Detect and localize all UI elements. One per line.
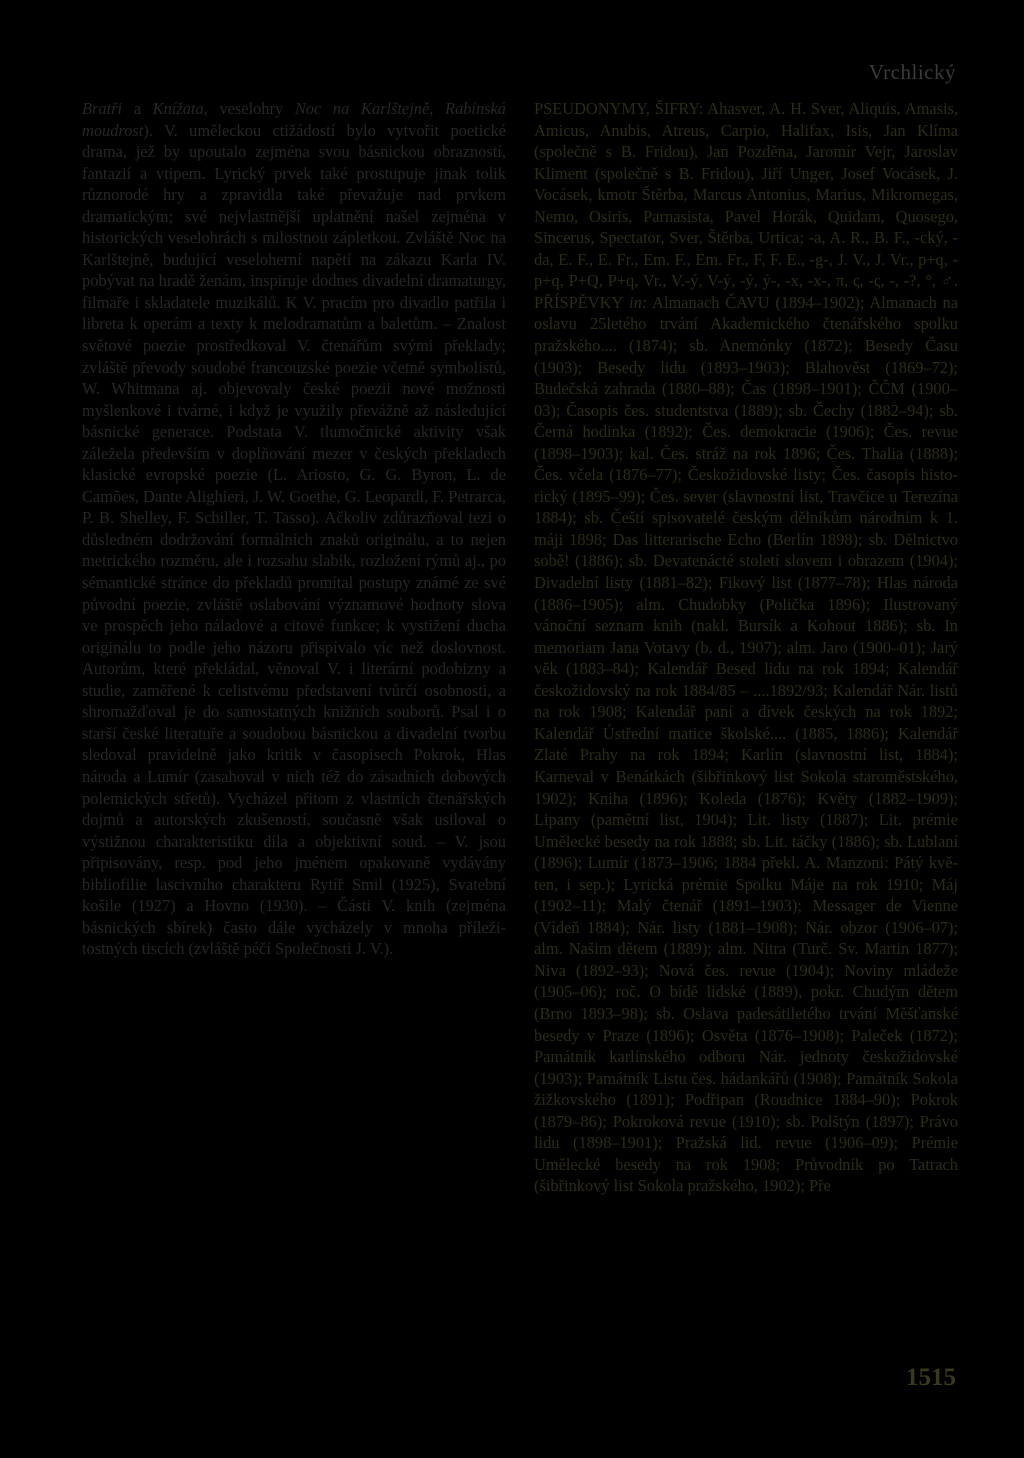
lead-text-2: veselohry bbox=[207, 99, 295, 118]
work-title-2: Knížata, bbox=[152, 99, 208, 118]
contributions-text: Almanach ČAVU (1894–1902); Almanach na oslavu 25letého trvání Akademického čtenářského spolku pražského.... (1874); sb. Anemónky (1872); Besedy Času (1903); Besedy lidu (1893–1903); Blahověst (1869–72); Budečská zahrada (1880–88); Čas (1898–1901); ČČM (1900–03); Časopis čes. studentstva (1889); sb. Čechy (1882–94); sb. Černá hodinka (1892); Čes. demokracie (1906); Čes. revue (1898–1903); kal. Čes. stráž na rok 1896; Čes. Thalia (1888); Čes. včela (1876–77); Českožidovské listy; Čes. časopis historický (1895–99); Čes. sever (slavnostní list, Travčice u Terezína 1884); sb. Čeští spisovatelé českým dělníkům národním k 1. máji 1898; Das litterarische Echo (Berlín 1898); sb. Dělnictvo sobě! (1886); sb. Devatenácté století slovem i obrazem (1904); Divadelní listy (1881–82); Fikový list (1877–78); Hlas národa (1886–1905); alm. Chudobky (Polička 1896); Ilustrovaný vánoční seznam knih (nakl. Bursík a Kohout 1886); sb. In memoriam Jana Votavy (b. d., 1907); alm. Jaro (1900–01); Jarý věk (1883–84); Kalendář Besed lidu na rok 1894; Kalendář českožidovský na rok 1884/85 – ....1892/93; Kalendář Nár. listů na rok 1908; Kalendář paní a dívek českých na rok 1892; Kalendář Ústřední matice školské.... (1885, 1886); Kalendář Zlaté Prahy na rok 1894; Karlín (slavnostní list, 1884); Karneval v Benátkách (šibřinkový list Sokola staroměstského, 1902); Kniha (1896); Koleda (1876); Květy (1882–1909); Lipany (pamětní list, 1904); Lit. listy (1887); Lit. prémie Umělecké besedy na rok 1888; sb. Lit. táčky (1886); sb. Lublaní (1896); Lumír (1873–1906; 1884 překl. A. Manzoni: Pátý květen, i sep.); Lyrická prémie Spolku Máje na rok 1910; Máj (1902–11); Malý čtenář (1891–1903); Messager de Vienne (Vídeň 1884); Nár. listy (1881–1908); Nár. obzor (1906–07); alm. Našim dětem (1889); alm. Nitra (Turč. Sv. Martin 1877); Niva (1892–93); Nová čes. revue (1904); Noviny mládeže (1905–06); roč. O bídě lidské (1889), pokr. Chudým dětem (Brno 1893–98); sb. Oslava padesátiletého trvání Měšťanské besedy v Praze (1896); Osvěta (1876–1908); Paleček (1872); Památník karlínského odboru Nár. jednoty českožidovské (1903); Památník Listu čes. hádankářů (1908); Památník Sokola žižkovského (1891); Podřipan (Roudnice 1884–90); Pokrok (1879–86); Pokroková revue (1910); sb. Polštýn (1897); Právo lidu (1898–1901); Pražská lid. revue (1906–09); Prémie Umělecké besedy na rok 1908; Průvodník po Tatrach (šibřinkový list Sokola pražského, 1902); Pře bbox=[534, 292, 958, 1196]
right-column bbox=[534, 98, 958, 1197]
left-column-body: ). V. uměleckou ctižádostí bylo vytvořit poetické drama, jež by upoutalo zejména svou básnickou obrazností, fantazií a vtipem. Lyrický prvek také prostupuje jinak tolik různorodé hry a zpravidla také převažuje nad prvkem dramatickým; své nejvlastnější uplatnění našel zejména v historických veselohrách s milostnou zápletkou. Zvláště Noc na Karlštejně, budující veseloherní napětí na zákazu Karla IV. pobývat na hradě ženám, inspiruje dodnes divadelní dramaturgy, filmaře i skladatele muzikálů. K V. pracím pro divadlo patřila i libreta k operám a texty k melodramatům a baletům. – Znalost světové poezie prostředkoval V. čtenářům svými překlady; zvláště převody soudobé francouzské poezie včetně symbolistů, W. Whitmana aj. objevovaly české poezii nové možnosti myšlenkové i tvárné, i když je využily převážně až následující básnické generace. Podstata V. tlumočnické aktivity však záležela především v doplňování mezer v českých překladech klasické evropské poezie (L. Ariosto, G. G. Byron, L. de Camões, Dante Alighieri, J. W. Goethe, G. Leopardi, F. Petrarca, P. B. Shelley, F. Schiller, T. Tasso). Ačkoliv zdůrazňoval tezi o důsledném dodržování formálních znaků originálu, a to nejen metrického rozměru, ale i rozsahu slabik, rozložení rýmů aj., po sémantické stránce do překladů promítal postupy známé ze své původní poezie, zvláště oslabování významové hodnoty slova ve prospěch jeho náladové a citové funkce; k vystižení ducha originálu to podle jeho názoru přispívalo víc než doslovnost. Autorům, které překládal, věnoval V. i literární podobizny a studie, zaměřené k celistvému představení tvůrčí osobnosti, a shromažďoval je do samostatných knižních souborů. Psal i o starší české literatuře a soudobou básnickou a divadelní tvorbu sledoval pravidelně jako kritik v časopisech Pokrok, Hlas národa a Lumír (zasahoval v nich též do zásadních dobových polemických střetů). Vycházel přitom z vlastních čtenářských dojmů a autorských zkušeností, současně však usiloval o výstižnou charakteristiku díla a objektivní soud. – V. jsou připisovány, resp. pod jeho jménem opakovaně vydávány bibliofilie lascivního charakteru Rytíř Smil (1925), Svatební košile (1927) a Hovno (1930). – Části V. knih (zejména básnických sbírek) často dále vycházely v mnoha příležitostných tiscích (zvláště péčí Společnosti J. V.). bbox=[82, 120, 506, 959]
work-title-3: Noc na Karlštejně, Rabínská moudrost bbox=[82, 99, 506, 140]
lead-text-1: a bbox=[122, 99, 153, 118]
left-column bbox=[82, 98, 506, 960]
work-title-1: Bratři bbox=[82, 99, 123, 118]
pseudonyms-text: Ahasver, A. H. Sver, Aliquis, Amasis, Amicus, Anubis, Atreus, Carpio, Halifax, Isis, Jan Klíma (společně s B. Fridou), Jan Pozděna, Jaromír Vejr, Jaroslav Kliment (společně s B. Fridou), Jiří Unger, Josef Vocásek, J. Vocásek, kmotr Štěrba, Marcus Antonius, Marius, Mikromegas, Nemo, Osiris, Parnasista, Pavel Horák, Quidam, Quosego, Sincerus, Spectator, Sver, Štěrba, Urtica; -a, A. R., B. F., -cký, -da, E. F., E. Fr., Em. F., Em. Fr., F, F. E., -g-, J. V., J. Vr., p+q, -p+q, P+Q, P+q, Vr., V.-ý, V-ý, -ý, ý-, -x, -x-, π, ς, -ς, -, -?, °, ♂. bbox=[534, 99, 958, 291]
page-number: 1515 bbox=[906, 1364, 956, 1391]
running-header: Vrchlický bbox=[868, 60, 956, 84]
contributions-label: PŘÍSPĚVKY bbox=[534, 292, 624, 312]
pseudonyms-label: PSEUDONYMY, ŠIFRY: bbox=[534, 99, 704, 118]
contributions-in: in: bbox=[623, 292, 648, 312]
